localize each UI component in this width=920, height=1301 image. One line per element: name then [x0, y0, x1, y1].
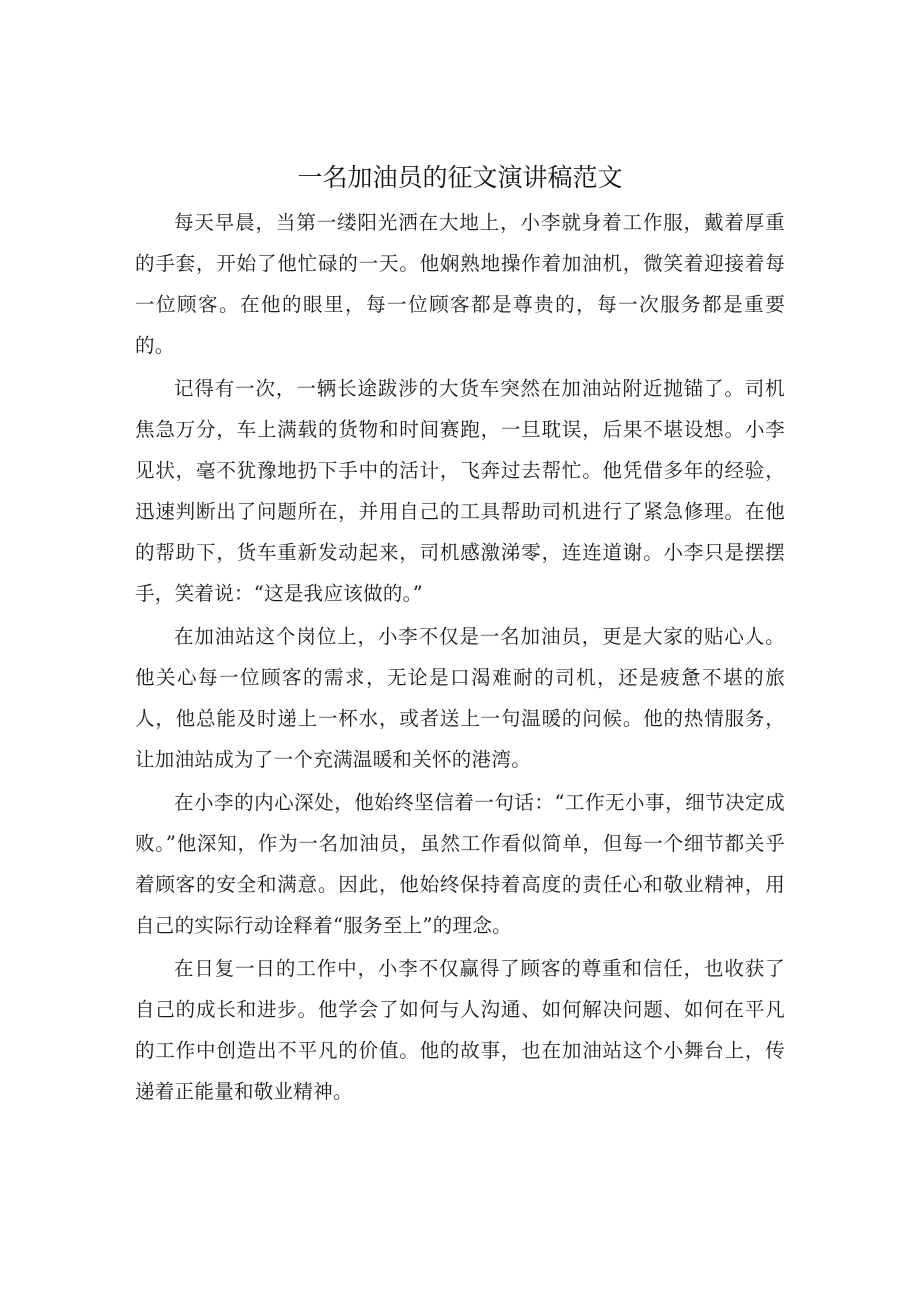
paragraph-1: 每天早晨，当第一缕阳光洒在大地上，小李就身着工作服，戴着厚重的手套，开始了他忙碌的一天。他娴熟地操作着加油机，微笑着迎接着每一位顾客。在他的眼里，每一位顾客都是尊贵的，每一次服务都是重要的。	[135, 211, 785, 357]
paragraph-4: 在小李的内心深处，他始终坚信着一句话：“工作无小事，细节决定成败。”他深知，作为一名加油员，虽然工作看似简单，但每一个细节都关乎着顾客的安全和满意。因此，他始终保持着高度的责任心和敬业精神，用自己的实际行动诠释着“服务至上”的理念。	[135, 791, 785, 937]
paragraph-3: 在加油站这个岗位上，小李不仅是一名加油员，更是大家的贴心人。他关心每一位顾客的需求，无论是口渴难耐的司机，还是疲惫不堪的旅人，他总能及时递上一杯水，或者送上一句温暖的问候。他的热情服务，让加油站成为了一个充满温暖和关怀的港湾。	[135, 625, 785, 771]
paragraph-5: 在日复一日的工作中，小李不仅赢得了顾客的尊重和信任，也收获了自己的成长和进步。他学会了如何与人沟通、如何解决问题、如何在平凡的工作中创造出不平凡的价值。他的故事，也在加油站这个小舞台上，传递着正能量和敬业精神。	[135, 957, 785, 1103]
paragraph-2: 记得有一次，一辆长途跋涉的大货车突然在加油站附近抛锚了。司机焦急万分，车上满载的货物和时间赛跑，一旦耽误，后果不堪设想。小李见状，毫不犹豫地扔下手中的活计，飞奔过去帮忙。他凭借多年的经验，迅速判断出了问题所在，并用自己的工具帮助司机进行了紧急修理。在他的帮助下，货车重新发动起来，司机感激涕零，连连道谢。小李只是摆摆手，笑着说：“这是我应该做的。”	[135, 377, 785, 605]
document-title: 一名加油员的征文演讲稿范文	[297, 163, 623, 192]
document-body	[135, 202, 785, 1114]
